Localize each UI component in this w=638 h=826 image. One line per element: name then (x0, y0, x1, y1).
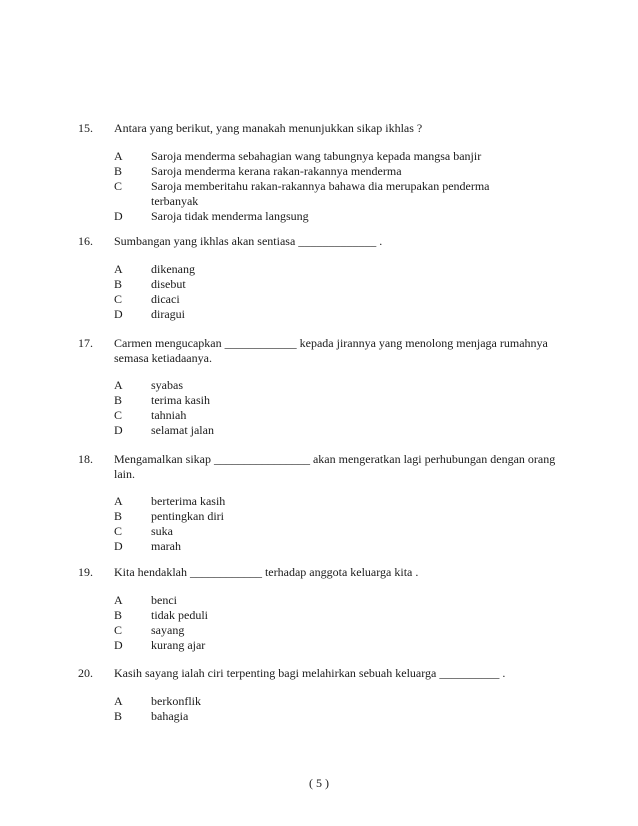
option-d (114, 638, 564, 653)
page-number: ( 5 ) (309, 776, 329, 790)
option-c (114, 524, 564, 539)
question-number: 16. (78, 234, 93, 248)
option-text: kurang ajar (151, 638, 206, 652)
options-list (114, 593, 564, 653)
option-b (114, 164, 564, 179)
option-c (114, 408, 564, 423)
option-letter: D (114, 307, 123, 321)
option-letter: D (114, 638, 123, 652)
options-list (114, 378, 564, 438)
option-letter: A (114, 494, 123, 508)
option-letter: C (114, 292, 123, 306)
option-b (114, 709, 564, 724)
question-text: Mengamalkan sikap ________________ akan mengeratkan lagi perhubungan dengan orang lain. (114, 452, 556, 481)
option-b (114, 608, 564, 623)
option-letter: B (114, 277, 123, 291)
option-letter: C (114, 179, 123, 193)
option-text: dikenang (151, 262, 195, 276)
option-text: berkonflik (151, 694, 201, 708)
question-text: Antara yang berikut, yang manakah menunjukkan sikap ikhlas ? (114, 121, 423, 135)
option-c (114, 179, 564, 209)
options-list (114, 494, 564, 554)
option-d (114, 423, 564, 438)
question-number: 19. (78, 565, 93, 579)
question-number: 15. (78, 121, 93, 135)
option-text: tahniah (151, 408, 187, 422)
option-b (114, 277, 564, 292)
question-number: 17. (78, 336, 93, 350)
option-letter: A (114, 694, 123, 708)
option-text: marah (151, 539, 181, 553)
option-text: benci (151, 593, 177, 607)
question-text: Kita hendaklah ____________ terhadap anggota keluarga kita . (114, 565, 419, 579)
question-number: 20. (78, 666, 93, 680)
option-text: disebut (151, 277, 186, 291)
option-letter: D (114, 539, 123, 553)
option-letter: B (114, 393, 123, 407)
option-b (114, 509, 564, 524)
option-a (114, 378, 564, 393)
option-letter: C (114, 408, 123, 422)
option-text: Saroja memberitahu rakan-rakannya bahawa dia merupakan penderma terbanyak (151, 179, 490, 208)
option-text: suka (151, 524, 173, 538)
option-text: berterima kasih (151, 494, 226, 508)
option-text: Saroja tidak menderma langsung (151, 209, 309, 223)
option-letter: B (114, 709, 123, 723)
option-a (114, 149, 564, 164)
options-list (114, 694, 564, 724)
question-text: Kasih sayang ialah ciri terpenting bagi melahirkan sebuah keluarga __________ . (114, 666, 506, 680)
option-letter: B (114, 164, 123, 178)
option-text: bahagia (151, 709, 189, 723)
option-text: sayang (151, 623, 185, 637)
option-letter: D (114, 209, 123, 223)
option-letter: D (114, 423, 123, 437)
option-d (114, 539, 564, 554)
option-text: selamat jalan (151, 423, 214, 437)
option-text: dicaci (151, 292, 180, 306)
option-c (114, 292, 564, 307)
option-text: syabas (151, 378, 183, 392)
option-text: diragui (151, 307, 185, 321)
option-letter: B (114, 509, 123, 523)
option-letter: A (114, 378, 123, 392)
question-text: Sumbangan yang ikhlas akan sentiasa _____________ . (114, 234, 383, 248)
option-letter: A (114, 262, 123, 276)
option-letter: C (114, 623, 123, 637)
option-a (114, 593, 564, 608)
options-list (114, 149, 564, 224)
option-d (114, 209, 564, 224)
option-text: tidak peduli (151, 608, 208, 622)
option-a (114, 262, 564, 277)
options-list (114, 262, 564, 322)
option-d (114, 307, 564, 322)
question-number: 18. (78, 452, 93, 466)
option-letter: C (114, 524, 123, 538)
option-letter: B (114, 608, 123, 622)
option-c (114, 623, 564, 638)
option-letter: A (114, 149, 123, 163)
option-a (114, 694, 564, 709)
option-a (114, 494, 564, 509)
option-b (114, 393, 564, 408)
option-text: terima kasih (151, 393, 210, 407)
option-text: pentingkan diri (151, 509, 224, 523)
option-text: Saroja menderma kerana rakan-rakannya menderma (151, 164, 402, 178)
option-text: Saroja menderma sebahagian wang tabungnya kepada mangsa banjir (151, 149, 482, 163)
question-text: Carmen mengucapkan ____________ kepada jirannya yang menolong menjaga rumahnya semasa ketiadaanya. (114, 336, 548, 365)
option-letter: A (114, 593, 123, 607)
